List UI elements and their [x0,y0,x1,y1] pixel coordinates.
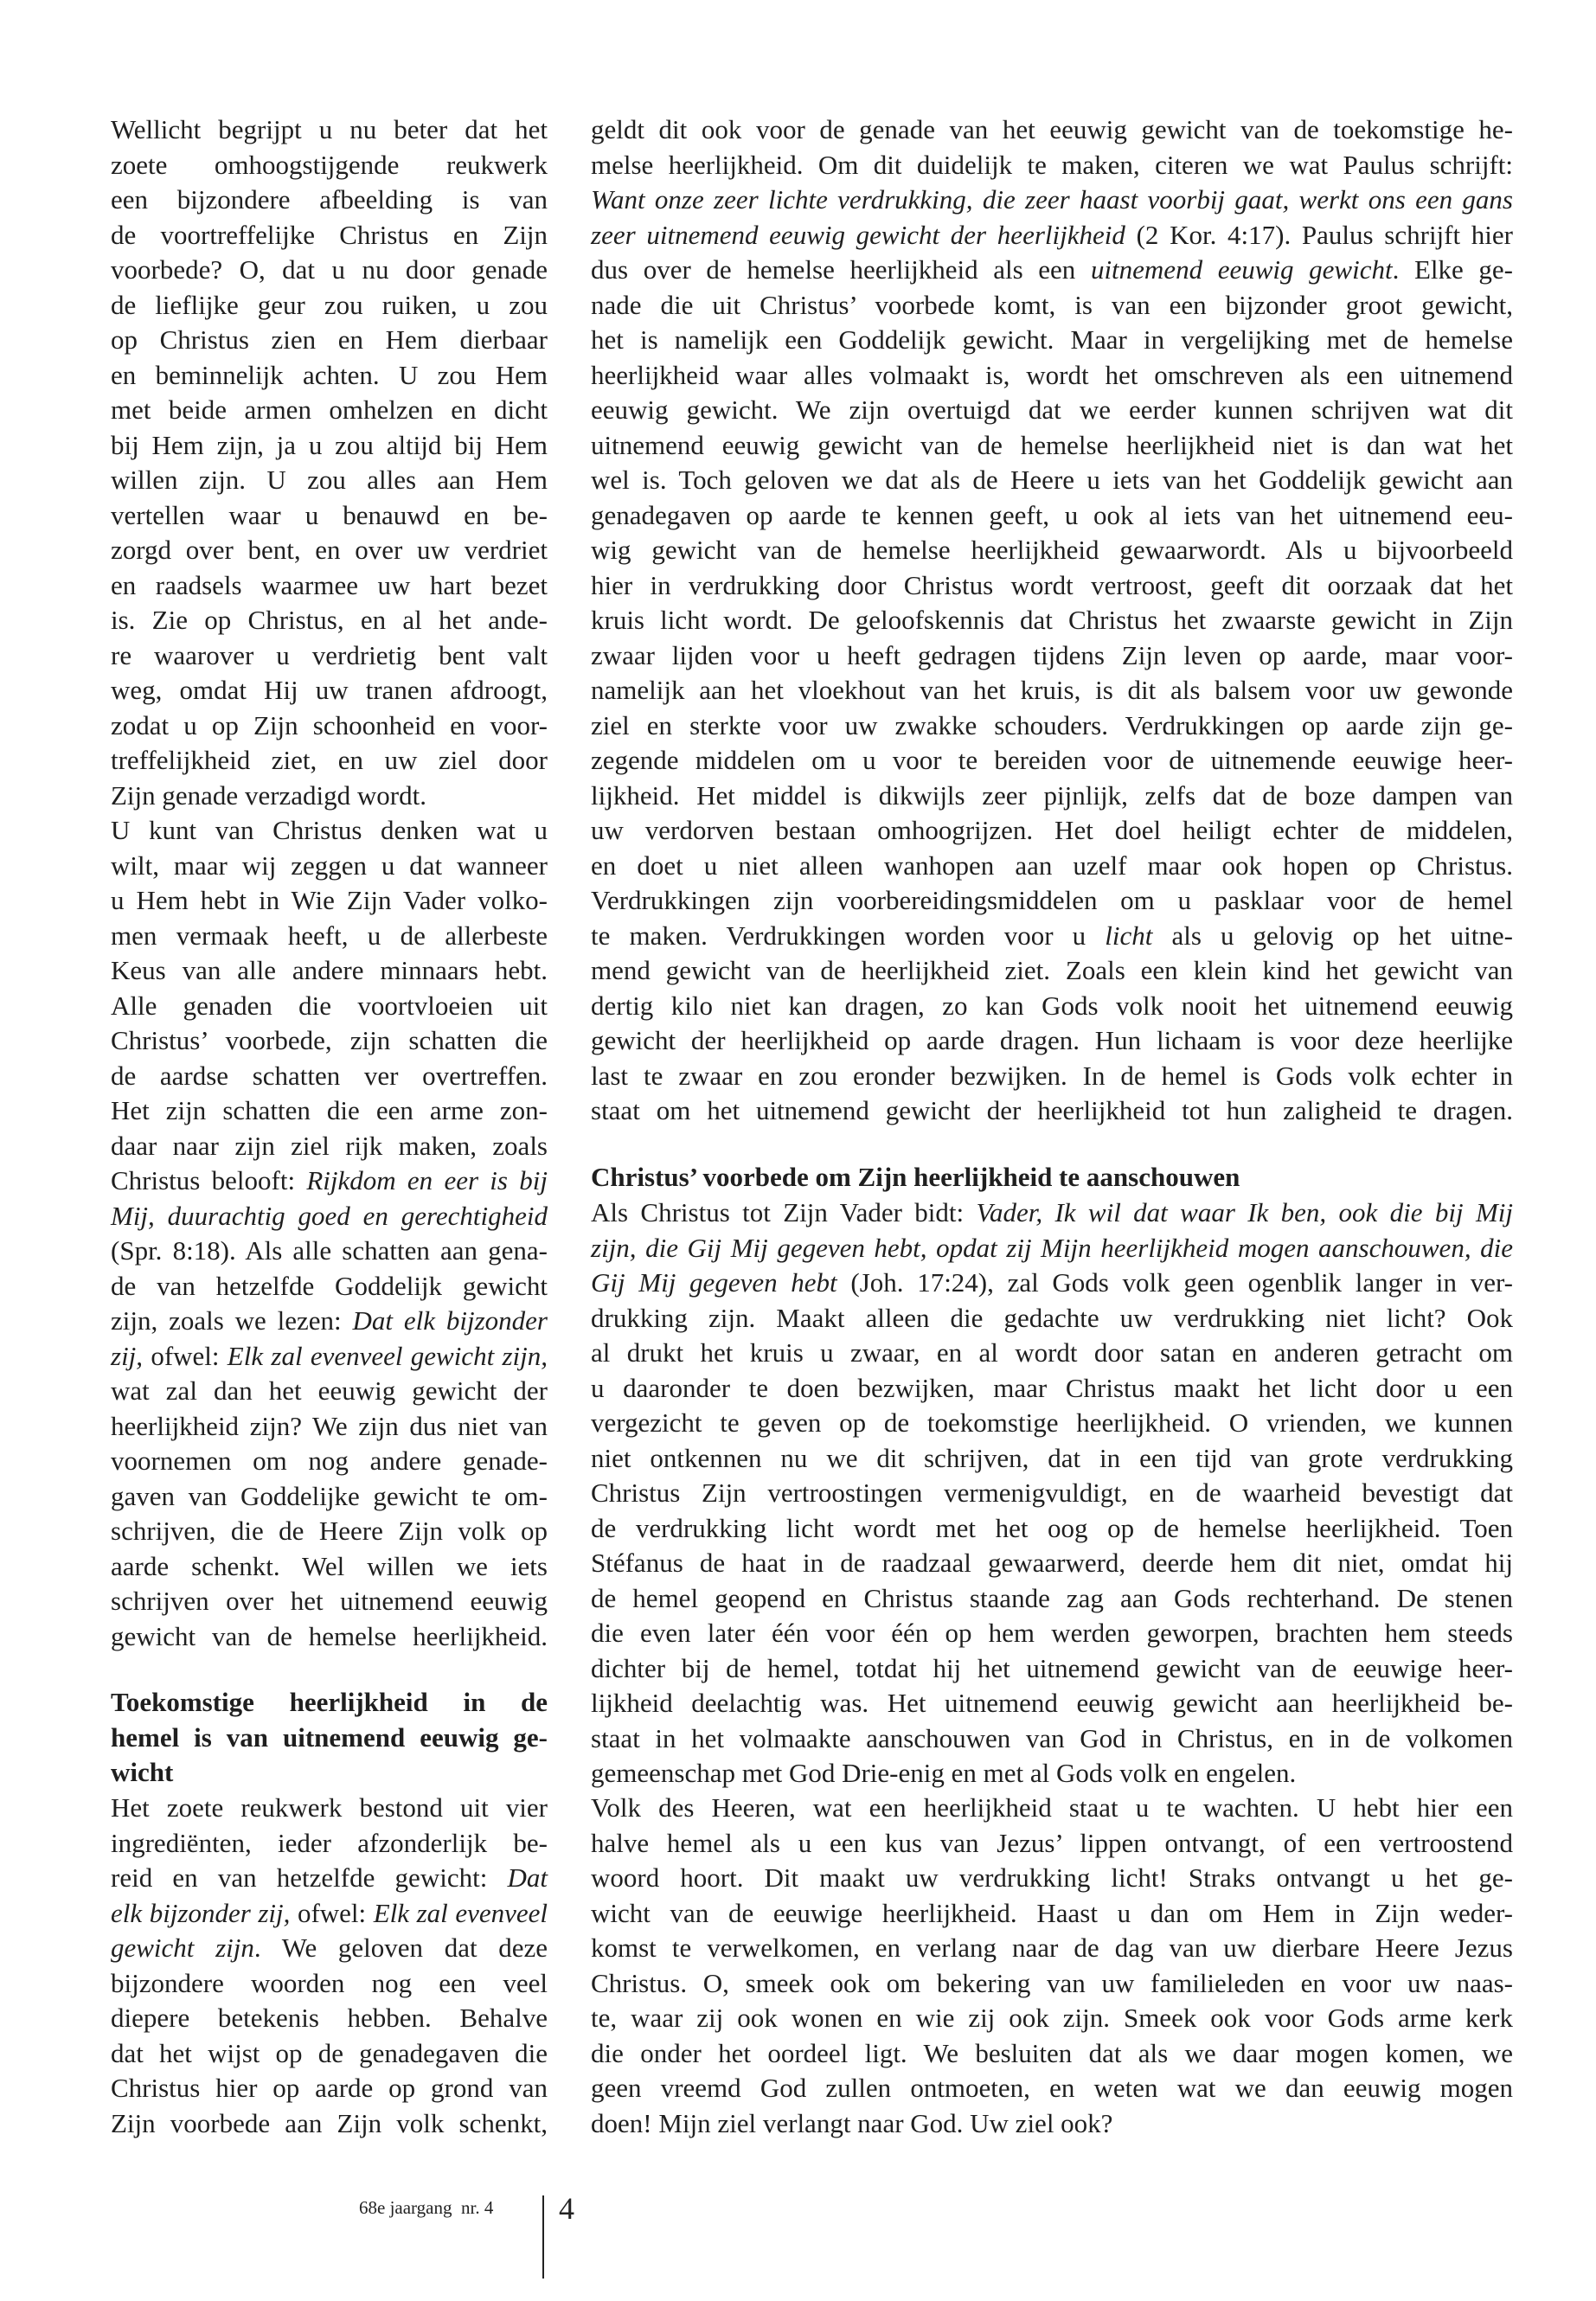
text-line: Christus’ voorbede om Zijn heerlijkheid te aanschouwen [591,1162,1240,1192]
text-line: u Hem hebt in Wie Zijn Vader volko- [111,885,548,915]
text-line: gewicht van de hemelse heerlijkheid. [111,1620,548,1651]
paragraph [111,813,548,1654]
text-line: geldt dit ook voor de genade van het eeuwig gewicht van de toekomstige he- [591,114,1513,144]
text-line: schrijven, die de Heere Zijn volk op [111,1516,548,1546]
text-line: wilt, maar wij zeggen u dat wanneer [111,849,548,881]
text-line: uw verdorven bestaan omhoogrijzen. Het doel heiligt echter de middelen, [591,815,1513,845]
text-line: en raadsels waarmee uw hart bezet [111,569,548,600]
text-line: komst te verwelkomen, en verlang naar de dag van uw dierbare Heere Jezus [591,1932,1513,1963]
italic-quote: zij, [111,1340,144,1371]
text-line: eeuwig gewicht. We zijn overtuigd dat we eerder kunnen schrijven wat dit [591,394,1513,425]
text-line: u daaronder te doen bezwijken, maar Christus maakt het licht door u een [591,1372,1513,1403]
text-run: dus over de hemelse heerlijkheid als een [591,254,1091,285]
text-line: Christus hier op aarde op grond van [111,2073,548,2103]
text-line: bij Hem zijn, ja u zou altijd bij Hem [111,429,548,460]
italic-quote: zijn, die Gij Mij gegeven hebt, opdat zij Mijn heerlijkheid mogen aanschouwen, die [591,1232,1513,1263]
text-run: Als Christus tot Zijn Vader bidt: [591,1197,977,1227]
text-line: en doet u niet alleen wanhopen aan uzelf maar ook hopen op Christus. [591,849,1513,881]
text-line: men vermaak heeft, u de allerbeste [111,920,548,951]
text-line [591,253,1513,288]
text-line: heerlijkheid zijn? We zijn dus niet van [111,1410,548,1441]
text-line: kruis licht wordt. De geloofskennis dat Christus het zwaarste gewicht in Zijn [591,605,1513,635]
text-line [111,1931,548,1966]
text-line: de voortreffelijke Christus en Zijn [111,219,548,250]
text-line: gewicht der heerlijkheid op aarde dragen. Hun lichaam is voor deze heerlijke [591,1025,1513,1055]
text-line: daar naar zijn ziel rijk maken, zoals [111,1130,548,1161]
italic-quote: Want onze zeer lichte verdrukking, die zeer haast voorbij gaat, werkt ons een gans [591,184,1513,215]
text-line: met beide armen omhelzen en dicht [111,394,548,425]
text-line: namelijk aan het vloekhout van het kruis, is dit als balsem voor uw gewonde [591,675,1513,705]
text-line: melse heerlijkheid. Om dit duidelijk te maken, citeren we wat Paulus schrijft: [591,149,1513,180]
text-line: Het zoete reukwerk bestond uit vier [111,1792,548,1823]
text-run: . We geloven dat deze [253,1932,548,1963]
text-line: zoete omhoogstijgende reukwerk [111,149,548,180]
italic-quote: Mij, duurachtig goed en gerechtigheid [111,1200,548,1231]
text-line: op Christus zien en Hem dierbaar [111,324,548,355]
text-line: is. Zie op Christus, en al het ande- [111,605,548,635]
text-line: niet ontkennen nu we dit schrijven, dat in een tijd van grote verdrukking [591,1442,1513,1473]
paragraph [111,112,548,813]
text-line: Alle genaden die voortvloeien uit [111,990,548,1021]
italic-quote: Elk zal evenveel [373,1897,548,1928]
paragraph [591,112,1513,1129]
text-line: Zijn voorbede aan Zijn volk schenkt, [111,2107,548,2138]
text-line: die onder het oordeel ligt. We besluiten dat als we daar mogen komen, we [591,2037,1513,2068]
text-line: hier in verdrukking door Christus wordt vertroost, geeft dit oorzaak dat het [591,569,1513,600]
section-heading [111,1685,548,1791]
text-line: Stéfanus de haat in de raadzaal gewaarwerd, deerde hem dit niet, omdat hij [591,1548,1513,1578]
text-line: Christus Zijn vertroostingen vermenigvuldigt, en de waarheid bevestigt dat [591,1477,1513,1508]
paragraph [111,1791,548,2141]
text-line [591,1195,1513,1231]
text-line: mend gewicht van de heerlijkheid ziet. Zoals een klein kind het gewicht van [591,955,1513,985]
text-line: willen zijn. U zou alles aan Hem [111,465,548,495]
text-line: zwaar lijden voor u heeft gedragen tijdens Zijn leven op aarde, maar voor- [591,639,1513,670]
footer-divider [542,2195,544,2279]
text-run: ofwel: [290,1897,374,1928]
text-run: (Joh. 17:24), zal Gods volk geen ogenblik langer in ver- [836,1267,1514,1298]
text-run: reid en van hetzelfde gewicht: [111,1862,508,1893]
text-line: U kunt van Christus denken wat u [111,815,548,845]
text-line: ingrediënten, ieder afzonderlijk be- [111,1827,548,1858]
section-heading [591,1160,1513,1195]
text-line [591,183,1513,218]
text-line: voorbede? O, dat u nu door genade [111,254,548,285]
text-line: bijzondere woorden nog een veel [111,1967,548,1998]
text-line: zodat u op Zijn schoonheid en voor- [111,709,548,740]
text-line: een bijzondere afbeelding is van [111,184,548,215]
text-line [591,218,1513,253]
text-line: Het zijn schatten die een arme zon- [111,1095,548,1125]
text-line: wig gewicht van de hemelse heerlijkheid gewaarwordt. Als u bijvoorbeeld [591,535,1513,565]
italic-quote: Elk zal evenveel gewicht zijn, [227,1340,548,1371]
text-line: lijkheid deelachtig was. Het uitnemend eeuwig gewicht aan heerlijkheid be- [591,1688,1513,1718]
italic-quote: zeer uitnemend eeuwig gewicht der heerlijkheid [591,219,1125,250]
text-line: diepere betekenis hebben. Behalve [111,2003,548,2033]
text-line: de van hetzelfde Goddelijk gewicht [111,1270,548,1301]
italic-quote: Dat elk bijzonder [352,1305,548,1336]
text-line: nade die uit Christus’ voorbede komt, is van een bijzonder groot gewicht, [591,289,1513,320]
text-line: de verdrukking licht wordt met het oog op de hemelse heerlijkheid. Toen [591,1512,1513,1543]
text-line: te, waar zij ook wonen en wie zij ook zijn. Smeek ook voor Gods arme kerk [591,2003,1513,2033]
text-line: halve hemel als u een kus van Jezus’ lippen ontvangt, of een vertroostend [591,1827,1513,1858]
text-line: hemel is van uitnemend eeuwig ge- [111,1721,548,1753]
italic-quote: Rijkdom en eer is bij [306,1165,548,1195]
text-line: genadegaven op aarde te kennen geeft, u ook al iets van het uitnemend eeu- [591,499,1513,530]
text-line: woord hoort. Dit maakt uw verdrukking licht! Straks ontvangt u het ge- [591,1862,1513,1893]
text-run: . Elke ge- [1392,254,1513,285]
issue-label: 68e jaargang nr. 4 [359,2197,494,2218]
text-line: Keus van alle andere minnaars hebt. [111,955,548,985]
page-number: 4 [559,2191,574,2226]
text-line: re waarover u verdrietig bent valt [111,639,548,670]
text-line: gemeenschap met God Drie-enig en met al Gods volk en engelen. [591,1758,1297,1788]
text-line: Christus’ voorbede, zijn schatten die [111,1025,548,1055]
text-line: uitnemend eeuwig gewicht van de hemelse heerlijkheid niet is dan wat het [591,429,1513,460]
text-line: treffelijkheid ziet, en uw ziel door [111,745,548,775]
text-run: als u gelovig op het uitne- [1152,920,1513,951]
text-line: last te zwaar en zou eronder bezwijken. In de hemel is Gods volk echter in [591,1060,1513,1091]
text-line: zorgd over bent, en over uw verdriet [111,535,548,565]
text-line: de lieflijke geur zou ruiken, u zou [111,289,548,320]
text-line [111,1861,548,1896]
text-run: (2 Kor. 4:17). Paulus schrijft hier [1125,219,1513,250]
text-line: de aardse schatten ver overtreffen. [111,1060,548,1091]
italic-quote: uitnemend eeuwig gewicht [1090,254,1393,285]
text-line: (Spr. 8:18). Als alle schatten aan gena- [111,1235,548,1266]
italic-quote: elk bijzonder zij, [111,1897,291,1928]
text-line: zegende middelen om u voor te bereiden voor de uitnemende eeuwige heer- [591,745,1513,775]
text-line: Volk des Heeren, wat een heerlijkheid staat u te wachten. U hebt hier een [591,1792,1513,1823]
text-line: en beminnelijk achten. U zou Hem [111,359,548,390]
text-line: die even later één voor één op hem werden geworpen, brachten hem steeds [591,1618,1513,1648]
text-line [591,919,1513,954]
text-line: al drukt het kruis u zwaar, en al wordt door satan en anderen getracht om [591,1337,1513,1368]
text-line: lijkheid. Het middel is dikwijls zeer pijnlijk, zelfs dat de boze dampen van [591,779,1513,811]
text-line: wicht [111,1757,174,1787]
text-line: gaven van Goddelijke gewicht te om- [111,1480,548,1511]
text-line [111,1896,548,1932]
text-line: vertellen waar u benauwd en be- [111,499,548,530]
text-line: dichter bij de hemel, totdat hij het uitnemend gewicht van de eeuwige heer- [591,1652,1513,1683]
text-line: heerlijkheid waar alles volmaakt is, wordt het omschreven als een uitnemend [591,359,1513,390]
italic-quote: gewicht zijn [111,1932,254,1963]
text-run: te maken. Verdrukkingen worden voor u [591,920,1106,951]
italic-quote: licht [1105,920,1153,951]
text-line: wat zal dan het eeuwig gewicht der [111,1375,548,1406]
text-run: ofwel: [143,1340,228,1371]
text-line: doen! Mijn ziel verlangt naar God. Uw ziel ook? [591,2107,1113,2138]
text-line: Zijn genade verzadigd wordt. [111,779,426,811]
paragraph [591,1195,1513,1791]
text-line: ziel en sterkte voor uw zwakke schouders. Verdrukkingen op aarde zijn ge- [591,709,1513,740]
text-line: schrijven over het uitnemend eeuwig [111,1586,548,1616]
text-line: de hemel geopend en Christus staande zag aan Gods rechterhand. De stenen [591,1582,1513,1613]
text-line: dat het wijst op de genadegaven die [111,2037,548,2068]
text-line: weg, omdat Hij uw tranen afdroogt, [111,675,548,705]
text-line [111,1163,548,1199]
text-line: Wellicht begrijpt u nu beter dat het [111,114,548,144]
text-run: Christus belooft: [111,1165,307,1195]
italic-quote: Gij Mij gegeven hebt [591,1267,837,1298]
text-line [591,1231,1513,1266]
text-line: drukking zijn. Maakt alleen die gedachte uw verdrukking niet licht? Ook [591,1302,1513,1333]
paragraph [591,1791,1513,2141]
text-run: zijn, zoals we lezen: [111,1305,353,1336]
text-line: dertig kilo niet kan dragen, zo kan Gods volk nooit het uitnemend eeuwig [591,990,1513,1021]
text-line: staat om het uitnemend gewicht der heerlijkheid tot hun zaligheid te dragen. [591,1095,1513,1125]
text-line: voornemen om nog andere genade- [111,1445,548,1476]
text-line: geen vreemd God zullen ontmoeten, en weten wat we dan eeuwig mogen [591,2073,1513,2103]
text-line: wicht van de eeuwige heerlijkheid. Haast u dan om Hem in Zijn weder- [591,1897,1513,1928]
text-line: Toekomstige heerlijkheid in de [111,1687,548,1717]
text-line [111,1304,548,1339]
italic-quote: Vader, Ik wil dat waar Ik ben, ook die bij Mij [976,1197,1513,1227]
text-line [111,1199,548,1234]
text-line: vergezicht te geven op de toekomstige heerlijkheid. O vrienden, we kunnen [591,1407,1513,1438]
text-line: aarde schenkt. Wel willen we iets [111,1550,548,1581]
text-line: Verdrukkingen zijn voorbereidingsmiddelen om u pasklaar voor de hemel [591,885,1513,915]
italic-quote: Dat [507,1862,548,1893]
text-line: wel is. Toch geloven we dat als de Heere u iets van het Goddelijk gewicht aan [591,465,1513,495]
text-line: staat in het volmaakte aanschouwen van God in Christus, en in de volkomen [591,1722,1513,1753]
text-line: het is namelijk een Goddelijk gewicht. Maar in vergelijking met de hemelse [591,324,1513,355]
text-line [591,1266,1513,1301]
text-line [111,1339,548,1375]
text-line: Christus. O, smeek ook om bekering van uw familieleden en voor uw naas- [591,1967,1513,1998]
